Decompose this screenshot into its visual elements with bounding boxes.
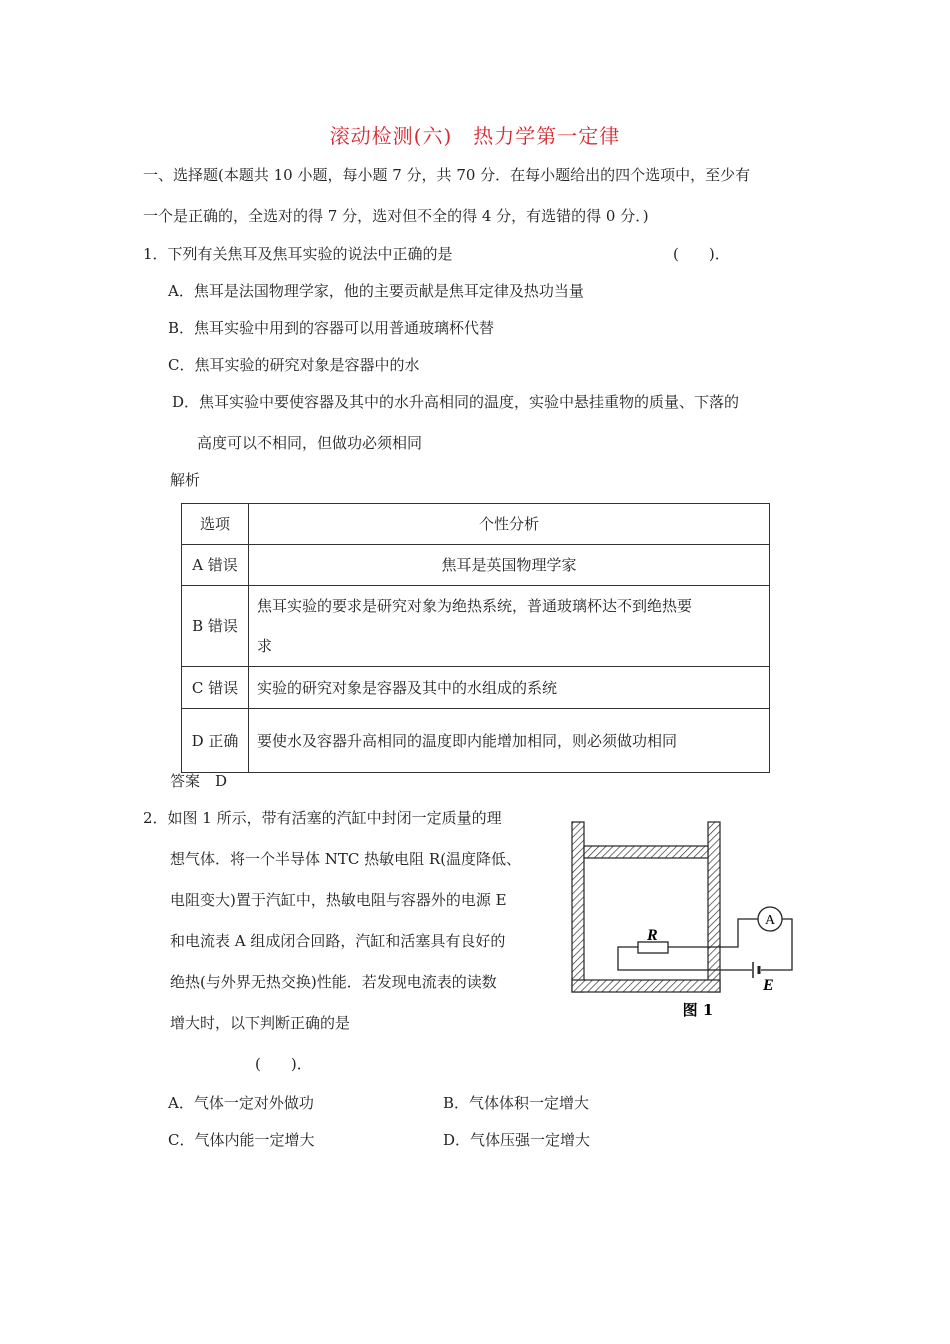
section-instructions-line1: 一、选择题(本题共 10 小题，每小题 7 分，共 70 分．在每小题给出的四个选项中，至少有 — [143, 166, 751, 184]
q1-option-c: C．焦耳实验的研究对象是容器中的水 — [168, 356, 420, 374]
question-2-line4: 和电流表 A 组成闭合回路，汽缸和活塞具有良好的 — [170, 932, 506, 950]
analysis-table — [181, 503, 770, 773]
table-header-analysis: 个性分析 — [249, 504, 770, 545]
table-row — [182, 586, 770, 667]
table-header-option: 选项 — [182, 504, 249, 545]
table-cell-analysis: 实验的研究对象是容器及其中的水组成的系统 — [249, 667, 770, 709]
table-header-row — [182, 504, 770, 545]
figure-caption: 图 1 — [682, 1001, 714, 1019]
cylinder-right-wall — [708, 822, 720, 992]
table-row — [182, 709, 770, 773]
table-cell-analysis-line1: 焦耳实验的要求是研究对象为绝热系统，普通玻璃杯达不到绝热要 — [257, 597, 693, 615]
piston — [584, 846, 708, 858]
question-2-line3: 电阻变大)置于汽缸中，热敏电阻与容器外的电源 E — [170, 891, 507, 909]
q1-option-a: A．焦耳是法国物理学家，他的主要贡献是焦耳定律及热功当量 — [168, 282, 584, 300]
question-2-line2: 想气体．将一个半导体 NTC 热敏电阻 R(温度降低、 — [170, 850, 522, 868]
table-cell-option: B 错误 — [182, 586, 249, 667]
q2-option-c: C．气体内能一定增大 — [168, 1131, 315, 1149]
table-row — [182, 545, 770, 586]
table-cell-analysis: 焦耳是英国物理学家 — [249, 545, 770, 586]
table-cell-option: A 错误 — [182, 545, 249, 586]
table-cell-option: D 正确 — [182, 709, 249, 773]
table-cell-analysis: 要使水及容器升高相同的温度即内能增加相同，则必须做功相同 — [249, 709, 770, 773]
q1-option-d-line2: 高度可以不相同，但做功必须相同 — [197, 434, 423, 452]
q2-option-d: D．气体压强一定增大 — [443, 1131, 591, 1149]
question-1-bracket: ( )． — [673, 245, 730, 263]
cylinder-left-wall — [572, 822, 584, 992]
table-cell-analysis-line2: 求 — [257, 637, 273, 655]
battery-label: E — [763, 977, 774, 994]
table-cell-option: C 错误 — [182, 667, 249, 709]
cylinder-bottom — [572, 980, 720, 992]
question-2-bracket: ( )． — [255, 1055, 312, 1073]
analysis-label: 解析 — [170, 471, 201, 489]
cylinder-circuit-diagram — [566, 815, 806, 1030]
question-2-line5: 绝热(与外界无热交换)性能．若发现电流表的读数 — [170, 973, 497, 991]
resistor-label: R — [647, 927, 658, 944]
question-1-stem: 1．下列有关焦耳及焦耳实验的说法中正确的是 — [143, 245, 453, 263]
table-row — [182, 667, 770, 709]
question-2-line1: 2．如图 1 所示，带有活塞的汽缸中封闭一定质量的理 — [143, 809, 502, 827]
q2-option-b: B．气体体积一定增大 — [443, 1094, 590, 1112]
ammeter-label: A — [764, 913, 776, 928]
q1-option-d-line1: D．焦耳实验中要使容器及其中的水升高相同的温度，实验中悬挂重物的质量、下落的 — [172, 393, 740, 411]
q2-option-a: A．气体一定对外做功 — [168, 1094, 314, 1112]
table-cell-analysis — [249, 586, 770, 667]
q1-option-b: B．焦耳实验中用到的容器可以用普通玻璃杯代替 — [168, 319, 495, 337]
question-2-line6: 增大时，以下判断正确的是 — [170, 1014, 351, 1032]
answer: 答案 D — [170, 772, 228, 790]
figure-1 — [566, 815, 806, 1034]
section-instructions-line2: 一个是正确的，全选对的得 7 分，选对但不全的得 4 分，有选错的得 0 分．) — [143, 207, 649, 225]
page-title: 滚动检测(六) 热力学第一定律 — [329, 124, 621, 148]
